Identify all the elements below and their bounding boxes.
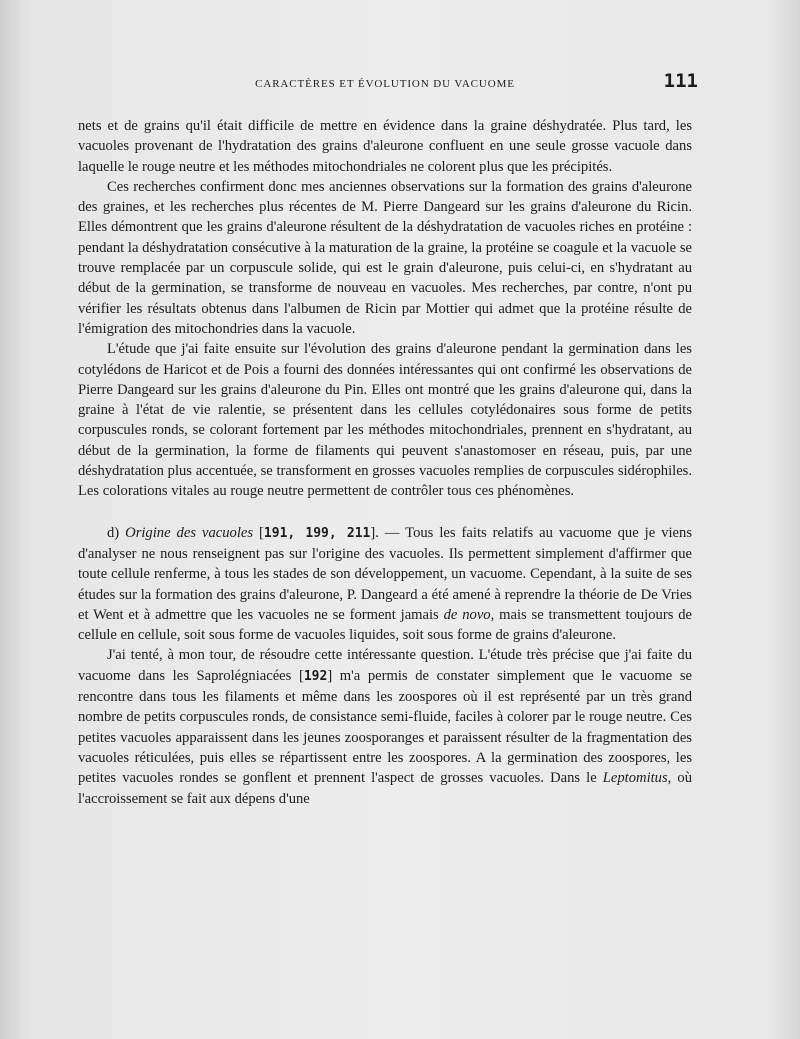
book-page xyxy=(78,70,698,809)
body-text xyxy=(78,116,692,809)
paragraph-text: , mais se transmettent toujours de cellule en cellule, soit sous forme de vacuoles liquides, soit sous forme de grains d'aleurone. xyxy=(78,606,693,644)
section-title: Origine des vacuoles xyxy=(125,524,254,541)
paragraph-text: J'ai tenté, à mon tour, de résoudre cette intéressante question. L'étude très précise que j'ai faite du vacuome dans les Saprolégniacées [ xyxy=(78,647,692,684)
paragraph-saprolegniaceae xyxy=(78,645,692,808)
reference-number: 192 xyxy=(303,668,328,684)
paragraph-text: , où l'accroissement se fait aux dépens d'une xyxy=(78,770,692,807)
paragraph-text: Tous les faits relatifs au vacuome que je viens d'analyser ne nous renseignent pas sur l'origine des vacuoles. Ils permettent simplement d'affirmer que toute cellule renferme, à tous les stades de son développement, un vacuome. Cependant, à la suite de ses études sur la formation des grains d'aleurone, P. Dangeard a été amené à reprendre la théorie de De Vries et Went et à admettre que les vacuoles ne se forment jamais xyxy=(78,524,692,623)
paragraph-origin-of-vacuoles xyxy=(78,523,692,646)
italic-de-novo: de novo xyxy=(443,606,491,623)
paragraph-text: ] m'a permis de constater simplement que le vacuome se rencontre dans tous les filaments et même dans les zoospores où il est représenté par un très grand nombre de petits corpuscules ronds, de consistance semi-fluide, faciles à colorer par le rouge neutre. Ces petites vacuoles apparaissent dans les jeunes zoosporanges et paraissent résulter de la fragmentation des vacuoles réticulées, puis elles se répartissent entre les zoospores. A la germination des zoospores, les petites vacuoles rondes se gonflent et prennent l'aspect de grosses vacuoles. Dans le xyxy=(78,667,692,787)
paragraph-germination-study: L'étude que j'ai faite ensuite sur l'évolution des grains d'aleurone pendant la germination dans les cotylédons de Haricot et de Pois a fourni des données intéressantes qui ont confirmé les observations de Pierre Dangeard sur les grains d'aleurone du Pin. Elles ont montré que les grains d'aleurone qui, dans la graine à l'état de vie ralentie, se présentent dans les cellules cotylédonaires sous forme de petits corpuscules ronds, se colorant fortement par les méthodes mitochondriales, prennent en s'hydratant, au début de la germination, la forme de filaments qui peuvent s'anastomoser en réseau, puis, par une déshydratation plus accentuée, se transforment en grosses vacuoles remplies de corpuscules sidérophiles. Les colorations vitales au rouge neutre permettent de contrôler tous ces phénomènes. xyxy=(78,341,692,500)
bracket-open: [ xyxy=(253,524,264,541)
page-number: 111 xyxy=(663,70,698,92)
section-letter: d) xyxy=(107,524,126,541)
paragraph-aleurone-research: Ces recherches confirment donc mes anciennes observations sur la formation des grains d'aleurone des graines, et les recherches plus récentes de M. Pierre Dangeard sur les grains d'aleurone du Ricin. Elles démontrent que les grains d'aleurone résultent de la déshydratation de vacuoles riches en protéine : pendant la déshydratation consécutive à la maturation de la graine, la protéine se coagule et la vacuole se trouve remplacée par un corpuscule solide, qui est le grain d'aleurone, puis celui-ci, en s'hydratant au début de la germination, se transforme de nouveau en vacuoles. Mes recherches, par contre, n'ont pu vérifier les résultats obtenus dans l'albumen de Ricin par Mottier qui admet que la protéine résulte de l'émigration des mitochondries dans la vacuole. xyxy=(78,178,692,337)
running-head xyxy=(78,70,698,104)
paragraph-continuation: nets et de grains qu'il était difficile de mettre en évidence dans la graine déshydratée. Plus tard, les vacuoles provenant de l'hydratation des grains d'aleurone confluent en une seule grosse vacuole dans laquelle le rouge neutre et les méthodes mitochondriales ne colorent plus que les précipités. xyxy=(78,118,692,175)
italic-leptomitus: Leptomitus xyxy=(602,770,668,787)
bracket-close: ]. — xyxy=(370,524,406,541)
reference-numbers: 191, 199, 211 xyxy=(263,525,371,541)
running-title: CARACTÈRES ET ÉVOLUTION DU VACUOME xyxy=(255,78,515,90)
